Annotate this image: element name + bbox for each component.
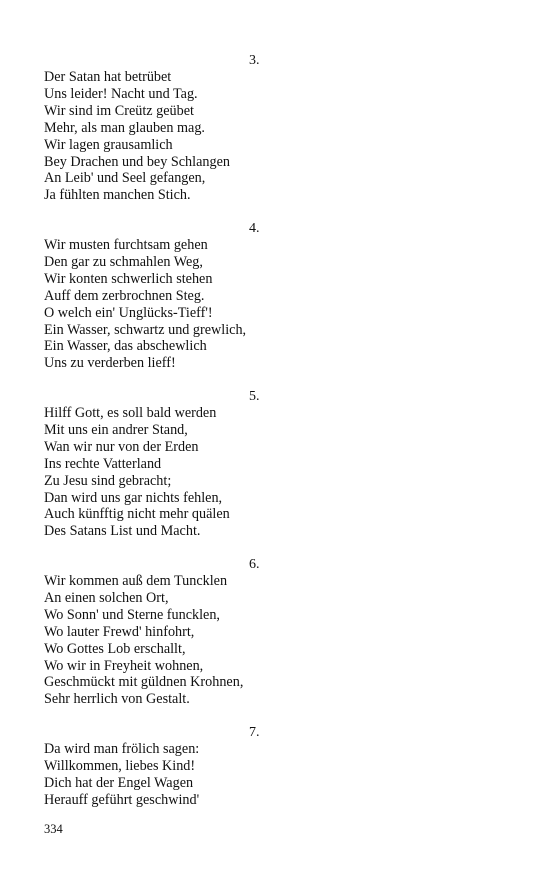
verse-line: Sehr herrlich von Gestalt. bbox=[44, 691, 190, 708]
stanza-number: 4. bbox=[249, 221, 260, 236]
stanza-lines bbox=[44, 237, 246, 372]
stanza-number: 7. bbox=[249, 725, 260, 740]
verse-line: Wir musten furchtsam gehen bbox=[44, 237, 208, 253]
verse-line: O welch ein' Unglücks-Tieff'! bbox=[44, 304, 213, 321]
verse-line: Da wird man frölich sagen: bbox=[44, 741, 200, 757]
stanza-number: 5. bbox=[249, 389, 260, 404]
verse-line: Wan wir nur von der Erden bbox=[44, 438, 199, 455]
verse-line: Ins rechte Vatterland bbox=[44, 455, 162, 472]
verse-line: Ein Wasser, schwartz und grewlich, bbox=[44, 321, 247, 338]
verse-line: Auff dem zerbrochnen Steg. bbox=[44, 287, 205, 304]
verse-line: Zu Jesu sind gebracht; bbox=[44, 472, 172, 489]
stanza-lines bbox=[44, 573, 243, 708]
stanza-number: 3. bbox=[249, 53, 260, 68]
verse-line: Wo Sonn' und Sterne funcklen, bbox=[44, 606, 220, 623]
verse-line: Bey Drachen und bey Schlangen bbox=[44, 153, 230, 170]
verse-line: Wir kommen auß dem Tuncklen bbox=[44, 573, 228, 589]
verse-line: Geschmückt mit güldnen Krohnen, bbox=[44, 674, 244, 691]
verse-line: Uns leider! Nacht und Tag. bbox=[44, 85, 198, 102]
verse-line: Herauff geführt geschwind' bbox=[44, 791, 200, 808]
verse-line: Der Satan hat betrübet bbox=[44, 69, 172, 85]
stanza-number: 6. bbox=[249, 557, 260, 572]
verse-line: Den gar zu schmahlen Weg, bbox=[44, 253, 203, 270]
verse-line: Ja fühlten manchen Stich. bbox=[44, 187, 191, 204]
verse-line: Uns zu verderben lieff! bbox=[44, 355, 176, 372]
verse-line: Wir sind im Creütz geübet bbox=[44, 102, 194, 119]
verse-line: Willkommen, liebes Kind! bbox=[44, 757, 196, 774]
verse-line: Hilff Gott, es soll bald werden bbox=[44, 405, 217, 421]
stanza-lines bbox=[44, 405, 230, 540]
verse-line: Mit uns ein andrer Stand, bbox=[44, 421, 188, 438]
verse-line: Mehr, als man glauben mag. bbox=[44, 119, 205, 136]
verse-line: Ein Wasser, das abschewlich bbox=[44, 338, 207, 355]
verse-line: Wo Gottes Lob erschallt, bbox=[44, 640, 186, 657]
verse-line: Wo lauter Frewd' hinfohrt, bbox=[44, 623, 195, 640]
verse-line: Wir konten schwerlich stehen bbox=[44, 270, 213, 287]
verse-line: Wir lagen grausamlich bbox=[44, 136, 173, 153]
verse-line: Wo wir in Freyheit wohnen, bbox=[44, 657, 204, 674]
verse-line: Dich hat der Engel Wagen bbox=[44, 774, 194, 791]
verse-line: Dan wird uns gar nichts fehlen, bbox=[44, 489, 223, 506]
verse-line: Des Satans List und Macht. bbox=[44, 523, 201, 540]
verse-line: Auch künfftig nicht mehr quälen bbox=[44, 506, 230, 523]
verse-line: An einen solchen Ort, bbox=[44, 589, 169, 606]
stanza-lines bbox=[44, 69, 230, 204]
page-number: 334 bbox=[44, 822, 63, 836]
verse-line: An Leib' und Seel gefangen, bbox=[44, 170, 206, 187]
stanza-lines bbox=[44, 741, 199, 809]
